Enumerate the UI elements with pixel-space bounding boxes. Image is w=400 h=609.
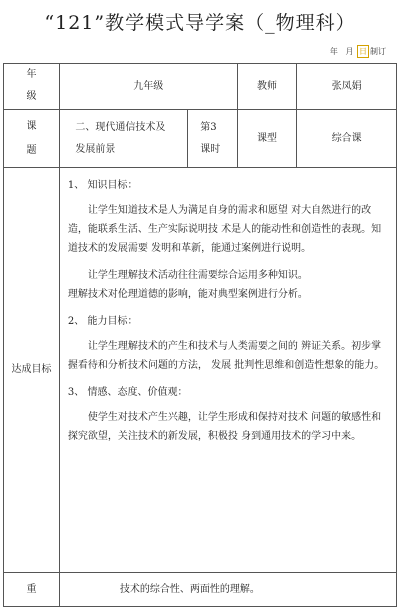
date-line [330,45,386,58]
teacher-label: 教师 [237,64,297,110]
focus-label: 重 [4,573,60,607]
objective-heading-ability: 2、 能力目标： [67,316,138,327]
objective-knowledge-text-2: 让学生理解技术活动往往需要综合运用多种知识。 [87,270,308,281]
grade-label: 年级 [4,64,60,110]
objective-heading-attitude: 3、 情感、态度、价值观： [67,387,188,398]
teacher-value: 张凤娟 [297,64,397,110]
type-value: 综合课 [297,110,397,168]
made-label: 制订 [370,47,386,56]
day-box: 日 [359,47,367,56]
period-value: 第3课时 [187,110,237,168]
objectives-label: 达成目标 [4,168,60,573]
objective-attitude-text: 使学生对技术产生兴趣，让学生形成和保持对技术 问题的敏感性和探究欲望，关注技术的新发展，积极投 身到通用技术的学习中来。 [67,412,382,442]
type-label: 课型 [237,110,297,168]
year-label: 年 [329,47,338,56]
document-title: “121”教学模式导学案（_物理科） [44,12,356,34]
topic-label: 课题 [4,110,60,168]
objective-knowledge-text-3: 理解技术对伦理道德的影响，能对典型案例进行分析。 [67,289,308,300]
objective-heading-knowledge: 1、 知识目标： [67,180,138,191]
objective-knowledge-text: 让学生知道技术是人为满足自身的需求和愿望 对大自然进行的改造，能联系生活、生产实际说明技 术是人的能动性和创造性的表现。知道技术的发展需要 发明和革新，能通过案例进行说明。 [67,205,382,254]
objective-ability-text: 让学生理解技术的产生和技术与人类需要之间的 辨证关系。初步掌握看待和分析技术问题的方法， 发展 批判性思维和创造性想象的能力。 [67,341,385,371]
focus-value: 技术的综合性、两面性的理解。 [59,573,396,607]
grade-value: 九年级 [59,64,237,110]
lesson-plan-table [3,63,397,607]
topic-value: 二、现代通信技术及发展前景 [59,110,187,168]
month-label: 月 [345,47,354,56]
objectives-content [59,168,396,573]
